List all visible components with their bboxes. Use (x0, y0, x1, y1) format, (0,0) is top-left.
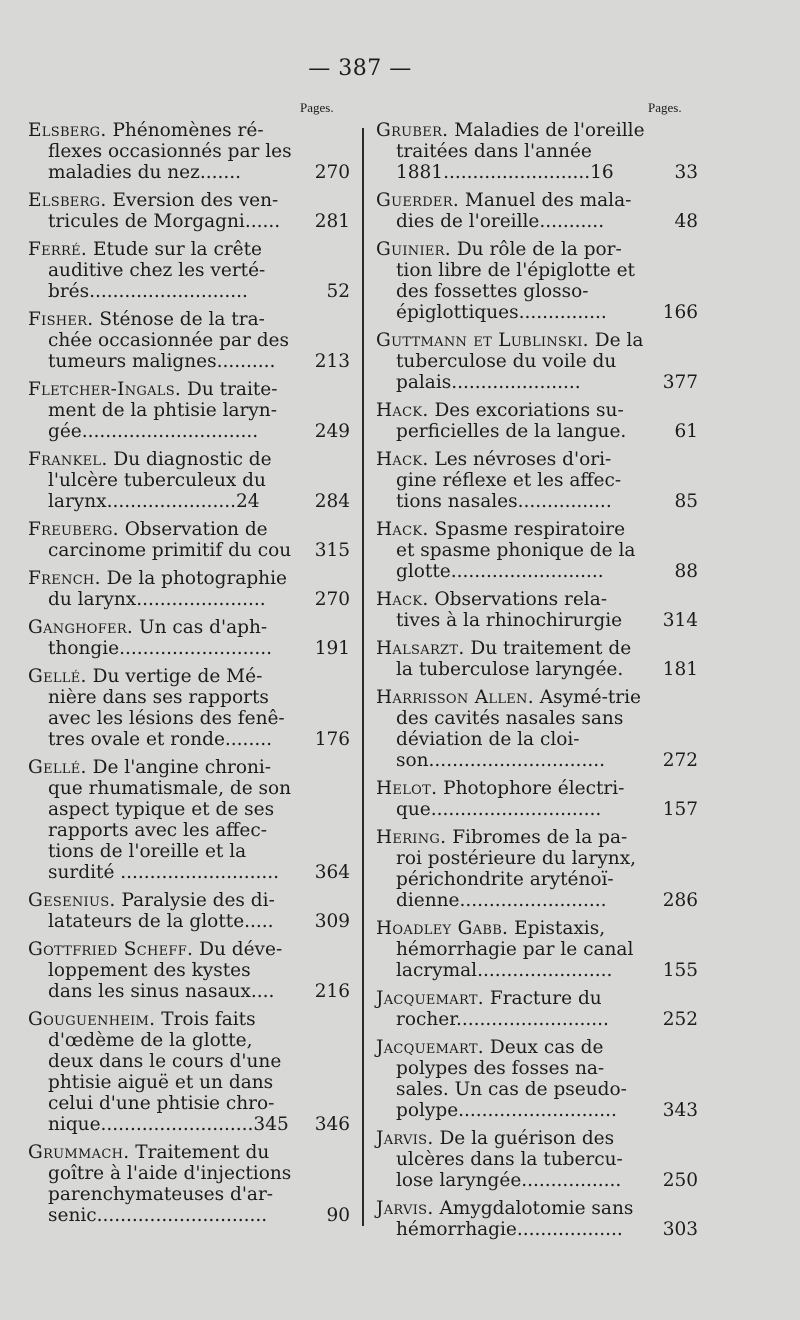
entry-title: Paralysie des di-latateurs de la glotte..... (48, 890, 275, 932)
entry-body (376, 400, 698, 442)
index-entry (376, 589, 698, 631)
entry-page-number: 314 (662, 610, 698, 631)
entry-title: Fracture du rocher.......................... (396, 988, 609, 1030)
entry-author: Hack. (376, 589, 429, 610)
index-entry (28, 379, 350, 442)
entry-page-number: 157 (662, 799, 698, 820)
entry-title: Manuel des mala-dies de l'oreille........... (396, 190, 632, 232)
entry-author: Guttmann et Lublinski. (376, 330, 589, 351)
pages-heading-right: Pages. (648, 100, 682, 115)
entry-title: Du diagnostic de l'ulcère tuberculeux du larynx......................24 (48, 449, 272, 512)
entry-author: Elsberg. (28, 120, 107, 141)
index-entry (28, 666, 350, 750)
entry-author: Frankel. (28, 449, 108, 470)
pages-heading-left: Pages. (300, 100, 334, 115)
entry-title: Un cas d'aph-thongie.......................... (48, 617, 273, 659)
entry-body (28, 1142, 350, 1226)
entry-body (28, 568, 350, 610)
entry-page-number: 270 (314, 589, 350, 610)
index-entry (376, 687, 698, 771)
entry-page-number: 155 (662, 960, 698, 981)
entry-body (28, 1009, 350, 1135)
entry-page-number: 281 (314, 211, 350, 232)
entry-body (376, 519, 698, 582)
entry-title: Sténose de la tra-chée occasionnée par des tumeurs malignes.......... (48, 309, 289, 372)
index-entry (376, 1128, 698, 1191)
entry-body (28, 890, 350, 932)
entry-body (28, 379, 350, 442)
entry-author: Guerder. (376, 190, 459, 211)
entry-author: Hack. (376, 519, 429, 540)
entry-title: Maladies de l'oreille traitées dans l'année 1881.........................16 (396, 120, 645, 183)
entry-page-number: 249 (314, 421, 350, 442)
entry-author: Jarvis. (376, 1198, 434, 1219)
index-entry (376, 400, 698, 442)
entry-author: Freuberg. (28, 519, 119, 540)
left-index-column (28, 120, 350, 1233)
entry-page-number: 181 (662, 659, 698, 680)
index-entry (376, 190, 698, 232)
index-entry (376, 778, 698, 820)
index-entry (376, 449, 698, 512)
index-entry (28, 890, 350, 932)
entry-title: Trois faits d'œdème de la glotte, deux dans le cours d'une phtisie aiguë et un dans celui d'une phtisie chro-nique..........................345 (48, 1009, 289, 1135)
index-entry (28, 239, 350, 302)
entry-title: Du déve-loppement des kystes dans les sinus nasaux.... (48, 939, 283, 1002)
entry-body (376, 589, 698, 631)
entry-title: Fibromes de la pa-roi postérieure du larynx, périchondrite aryténoï-dienne......................... (396, 827, 637, 911)
index-entry (376, 330, 698, 393)
entry-author: Jacquemart. (376, 988, 484, 1009)
entry-page-number: 346 (314, 1114, 350, 1135)
entry-body (376, 1037, 698, 1121)
entry-page-number: 377 (662, 372, 698, 393)
entry-author: Hack. (376, 400, 429, 421)
entry-body (376, 239, 698, 323)
entry-author: Guinier. (376, 239, 451, 260)
entry-author: Halsarzt. (376, 638, 465, 659)
entry-title: De la tuberculose du voile du palais...................... (396, 330, 644, 393)
index-entry (376, 239, 698, 323)
entry-body (28, 617, 350, 659)
entry-body (28, 666, 350, 750)
page-number: — 387 — (308, 56, 412, 81)
entry-author: Jarvis. (376, 1128, 434, 1149)
entry-body (28, 519, 350, 561)
entry-title: Etude sur la crête auditive chez les verté-brés........................... (48, 239, 266, 302)
entry-body (376, 190, 698, 232)
entry-page-number: 85 (674, 491, 698, 512)
entry-author: Hoadley Gabb. (376, 918, 509, 939)
entry-author: Hering. (376, 827, 447, 848)
index-entry (376, 120, 698, 183)
entry-author: Grummach. (28, 1142, 130, 1163)
entry-body (376, 918, 698, 981)
entry-title: Phénomènes ré-flexes occasionnés par les maladies du nez....... (48, 120, 292, 183)
entry-body (376, 1128, 698, 1191)
column-divider (362, 128, 364, 1226)
entry-page-number: 284 (314, 491, 350, 512)
index-entry (28, 568, 350, 610)
entry-title: Amygdalotomie sans hémorrhagie.................. (396, 1198, 634, 1240)
index-entry (28, 1142, 350, 1226)
index-entry (28, 939, 350, 1002)
entry-author: Gesenius. (28, 890, 116, 911)
entry-page-number: 166 (662, 302, 698, 323)
entry-body (28, 449, 350, 512)
right-index-column (376, 120, 698, 1247)
entry-body (376, 827, 698, 911)
entry-title: Du traite-ment de la phtisie laryn-gée.............................. (48, 379, 278, 442)
index-entry (28, 1009, 350, 1135)
entry-title: De la photographie du larynx...................... (48, 568, 287, 610)
entry-title: Les névroses d'ori-gine réflexe et les affec-tions nasales................ (396, 449, 622, 512)
index-entry (28, 757, 350, 883)
entry-page-number: 270 (314, 162, 350, 183)
index-entry (28, 120, 350, 183)
entry-body (28, 309, 350, 372)
index-entry (376, 918, 698, 981)
entry-title: De la guérison des ulcères dans la tubercu-lose laryngée................. (396, 1128, 623, 1191)
index-entry (28, 617, 350, 659)
entry-author: Hack. (376, 449, 429, 470)
index-entry (376, 827, 698, 911)
index-entry (376, 1198, 698, 1240)
entry-page-number: 52 (326, 281, 350, 302)
entry-author: Helot. (376, 778, 438, 799)
entry-body (376, 638, 698, 680)
index-entry (28, 309, 350, 372)
entry-author: Harrisson Allen. (376, 687, 534, 708)
entry-body (376, 687, 698, 771)
entry-author: French. (28, 568, 101, 589)
entry-page-number: 213 (314, 351, 350, 372)
entry-page-number: 88 (674, 561, 698, 582)
entry-page-number: 315 (314, 540, 350, 561)
entry-page-number: 343 (662, 1100, 698, 1121)
entry-page-number: 33 (674, 162, 698, 183)
entry-body (28, 120, 350, 183)
entry-page-number: 90 (326, 1205, 350, 1226)
entry-title: Eversion des ven-tricules de Morgagni...... (48, 190, 281, 232)
entry-body (376, 120, 698, 183)
entry-title: Du traitement de la tuberculose laryngée. (396, 638, 632, 680)
entry-title: Asymé-trie des cavités nasales sans déviation de la cloi-son.............................. (396, 687, 641, 771)
entry-page-number: 252 (662, 1009, 698, 1030)
index-entry (376, 638, 698, 680)
index-entry (376, 519, 698, 582)
entry-body (28, 757, 350, 883)
entry-title: Spasme respiratoire et spasme phonique de la glotte.......................... (396, 519, 636, 582)
entry-author: Gruber. (376, 120, 449, 141)
entry-body (376, 988, 698, 1030)
entry-body (376, 330, 698, 393)
index-entry (376, 988, 698, 1030)
entry-author: Gellé. (28, 757, 87, 778)
index-entry (28, 190, 350, 232)
entry-page-number: 61 (674, 421, 698, 442)
entry-page-number: 303 (662, 1219, 698, 1240)
index-entry (376, 1037, 698, 1121)
entry-title: Epistaxis, hémorrhagie par le canal lacrymal....................... (396, 918, 634, 981)
entry-page-number: 272 (662, 750, 698, 771)
entry-author: Ferré. (28, 239, 88, 260)
entry-author: Gouguenheim. (28, 1009, 156, 1030)
entry-author: Gottfried Scheff. (28, 939, 194, 960)
index-entry (28, 449, 350, 512)
entry-author: Gellé. (28, 666, 87, 687)
entry-title: De l'angine chroni-que rhumatismale, de son aspect typique et de ses rapports avec les affec-tions de l'oreille et la surdité ........................... (48, 757, 292, 883)
entry-title: Des excoriations su-perficielles de la langue. (396, 400, 627, 442)
entry-title: Traitement du goître à l'aide d'injections parenchymateuses d'ar-senic............................. (48, 1142, 292, 1226)
entry-title: Observation de carcinome primitif du cou (48, 519, 292, 561)
entry-author: Fisher. (28, 309, 94, 330)
entry-body (28, 939, 350, 1002)
entry-page-number: 191 (314, 638, 350, 659)
entry-title: Du vertige de Mé-nière dans ses rapports avec les lésions des fenê-tres ovale et ronde........ (48, 666, 285, 750)
entry-page-number: 216 (314, 981, 350, 1002)
entry-author: Elsberg. (28, 190, 107, 211)
entry-title: Photophore électri-que............................. (396, 778, 625, 820)
entry-title: Observations rela-tives à la rhinochirurgie (396, 589, 623, 631)
entry-title: Du rôle de la por-tion libre de l'épiglotte et des fossettes glosso-épiglottiques............... (396, 239, 635, 323)
entry-page-number: 309 (314, 911, 350, 932)
entry-title: Deux cas de polypes des fosses na-sales. Un cas de pseudo-polype........................... (396, 1037, 627, 1121)
index-entry (28, 519, 350, 561)
entry-body (28, 190, 350, 232)
entry-author: Jacquemart. (376, 1037, 484, 1058)
entry-author: Ganghofer. (28, 617, 134, 638)
entry-page-number: 48 (674, 211, 698, 232)
entry-page-number: 176 (314, 729, 350, 750)
entry-page-number: 364 (314, 862, 350, 883)
entry-author: Fletcher-Ingals. (28, 379, 182, 400)
entry-page-number: 250 (662, 1170, 698, 1191)
entry-body (376, 449, 698, 512)
entry-body (376, 1198, 698, 1240)
entry-page-number: 286 (662, 890, 698, 911)
entry-body (376, 778, 698, 820)
entry-body (28, 239, 350, 302)
